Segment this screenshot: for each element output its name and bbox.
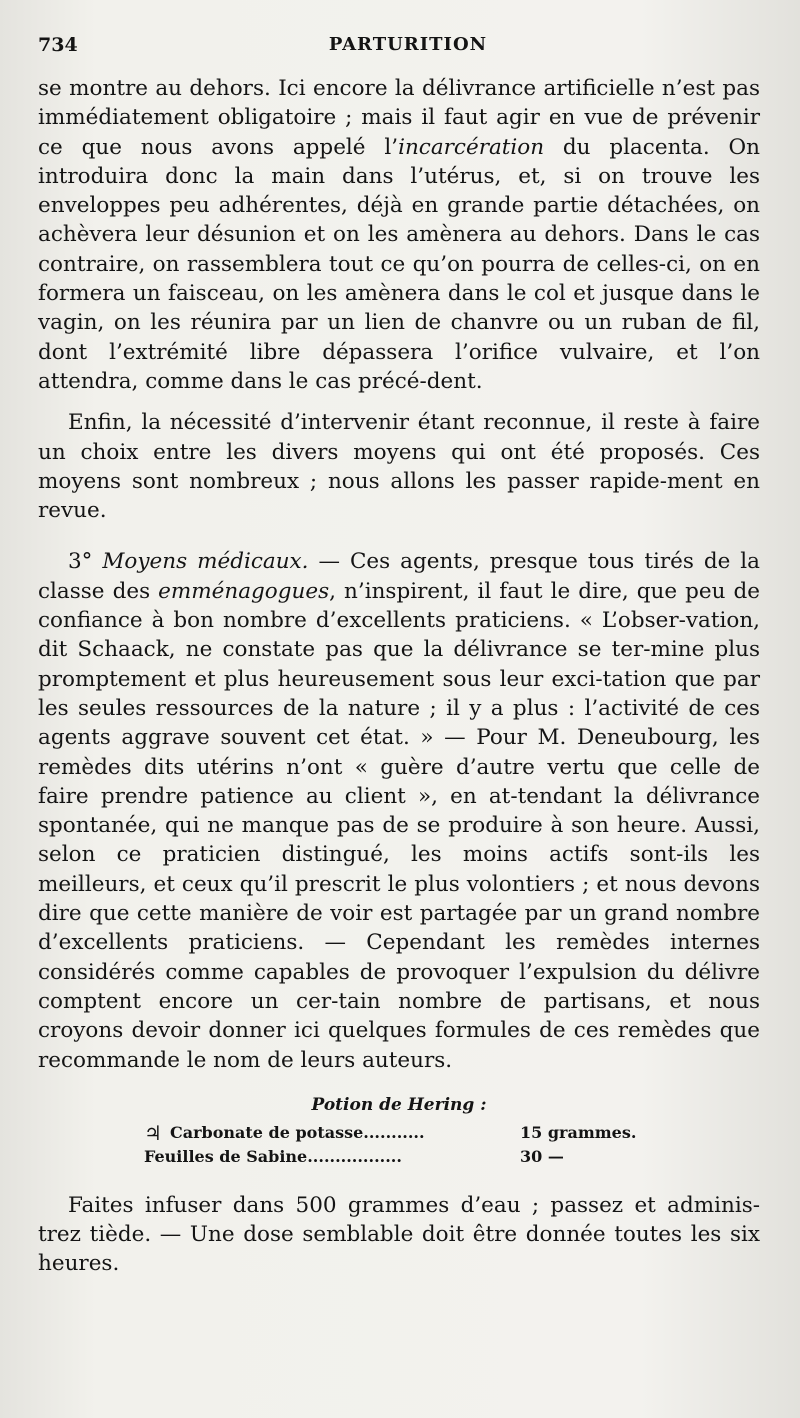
page-header [38,34,778,60]
ingredient-name: Feuilles de Sabine................. [144,1146,402,1166]
section-heading: Moyens médicaux. [102,549,309,575]
body-text [38,74,760,1279]
paragraph-choix-moyens: Enfin, la nécessité d’intervenir étant reconnue, il reste à faire un choix entre les divers moyens qui ont été proposés. Ces moyens sont nombreux ; nous allons les passer rapide-ment en revue. [38,410,760,524]
emphasis-incarceration: incarcération [398,134,545,160]
running-title: PARTURITION [328,34,488,55]
ingredient-amount: 30 — [520,1146,564,1166]
paragraph-moyens-medicaux [38,547,760,1074]
text-segment: — Ces agents, presque tous tirés de la classe des [38,549,760,604]
emphasis-emmenagogues: emménagogues [158,578,330,604]
section-number: 3° [68,549,103,575]
recipe-title: Potion de Hering : [311,1094,487,1115]
recipe-ingredient-row [38,1120,760,1147]
recipe-ingredient-row [38,1147,760,1171]
paragraph-delivrance [38,74,760,396]
ingredient-amount: 15 grammes. [520,1122,637,1142]
text-segment: , n’inspirent, il faut le dire, que peu de confiance à bon nombre d’excellents praticiens. « L’obser-vation, dit Schaack, ne constate pas que la délivrance se ter-mine plus promptement et plus heureusement sous leur exci-tation que par les seules ressources de la nature ; il y a plus : l’activité de ces agents aggrave souvent cet état. » — Pour M. Deneubourg, les remèdes dits utérins n’ont « guère d’autre vertu que celle de faire prendre patience au client », en at-tendant la délivrance spontanée, qui ne manque pas de se produire à son heure. Aussi, selon ce praticien distingué, les moins actifs sont-ils les meilleurs, et ceux qu’il prescrit le plus volontiers ; et nous devons dire que cette manière de voir est partagée par un grand nombre d’excellents praticiens. — Cependant les remèdes internes considérés comme capables de provoquer l’expulsion du délivre comptent encore un cer-tain nombre de partisans, et nous croyons devoir donner ici quelques formules de ces remèdes que recommande le nom de leurs auteurs. [38,578,761,1073]
text-segment: se montre au dehors. Ici encore la délivrance artificielle n’est pas immédiatement obligatoire ; mais il faut agir en vue de prévenir ce que nous avons appelé l’ [38,76,760,160]
paragraph-instructions: Faites infuser dans 500 grammes d’eau ; passez et adminis-trez tiède. — Une dose semblable doit être donnée toutes les six heures. [38,1192,760,1277]
ingredient-name: Carbonate de potasse........... [170,1122,425,1142]
prescription-symbol: ♃ [144,1120,162,1145]
page-number: 734 [38,34,78,56]
text-segment: du placenta. On introduira donc la main dans l’utérus, et, si on trouve les enveloppes peu adhérentes, déjà en grande partie détachées, on achèvera leur désunion et on les amènera au dehors. Dans le cas contraire, on rassemblera tout ce qu’on pourra de celles-ci, on en formera un faisceau, on les amènera dans le col et jusque dans le vagin, on les réunira par un lien de chanvre ou un ruban de fil, dont l’extrémité libre dépassera l’orifice vulvaire, et l’on attendra, comme dans le cas précé-dent. [38,134,761,394]
